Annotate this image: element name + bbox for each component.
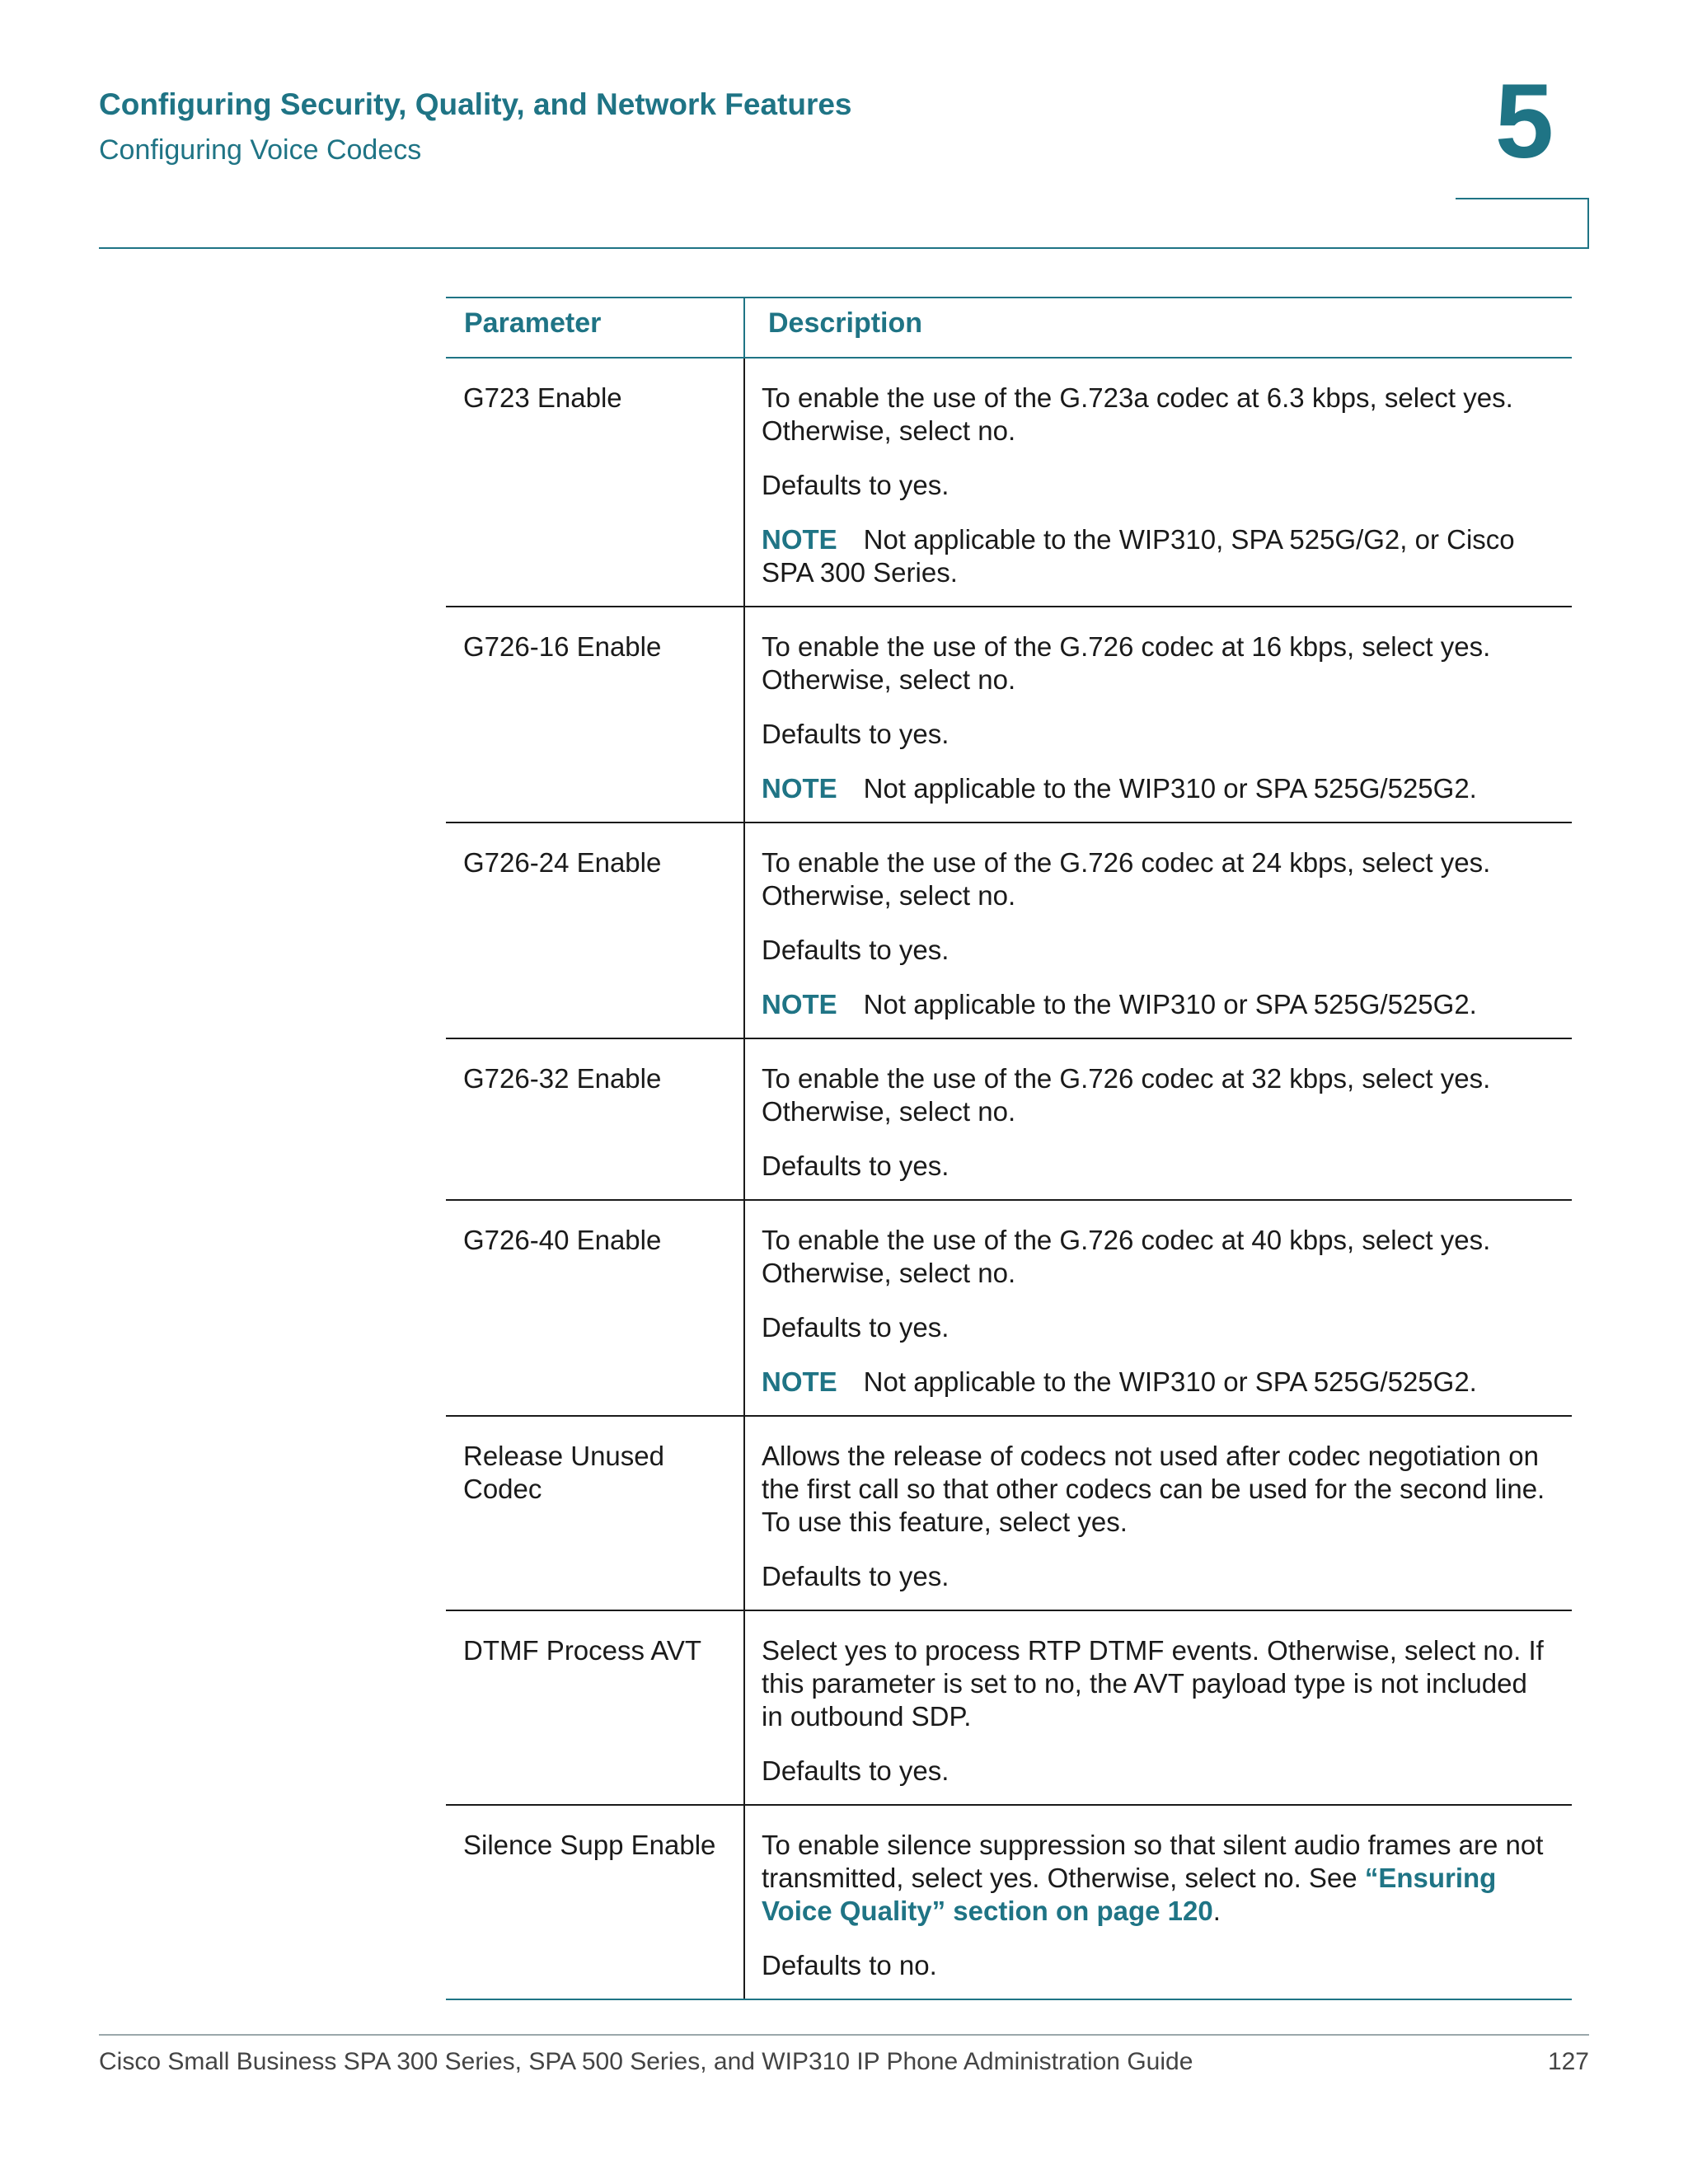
chapter-title: Configuring Security, Quality, and Network Features [99, 87, 852, 121]
footer-guide-title: Cisco Small Business SPA 300 Series, SPA 500 Series, and WIP310 IP Phone Administration Guide [99, 2048, 1193, 2075]
cross-reference-link[interactable]: “Ensuring Voice Quality” section on page 120 [762, 1863, 1497, 1926]
default-text: Defaults to yes. [762, 1561, 950, 1591]
parameter-table [446, 297, 1572, 2000]
table-row [446, 823, 1572, 1038]
description-text: Select yes to process RTP DTMF events. Otherwise, select no. If this parameter is set to no, the AVT payload type is not included in outbound SDP. [762, 1635, 1544, 1732]
default-text: Defaults to yes. [762, 1312, 950, 1343]
table-row [446, 1805, 1572, 1999]
table-row [446, 1038, 1572, 1200]
header-divider [99, 247, 1589, 249]
table-row [446, 1610, 1572, 1805]
note-label: NOTE [762, 524, 837, 555]
note-label: NOTE [762, 773, 837, 804]
column-header-description: Description [744, 298, 1572, 358]
note [762, 988, 1555, 1021]
parameter-description [744, 823, 1572, 1038]
table-row [446, 1416, 1572, 1610]
parameter-description [744, 358, 1572, 607]
parameter-description [744, 1610, 1572, 1805]
description-lead: To enable silence suppression so that silent audio frames are not transmitted, select yes. Otherwise, select no. See [762, 1830, 1544, 1893]
note [762, 523, 1555, 589]
section-title: Configuring Voice Codecs [99, 134, 422, 166]
default-text: Defaults to yes. [762, 935, 950, 965]
note-label: NOTE [762, 1366, 837, 1397]
parameter-name: DTMF Process AVT [446, 1610, 744, 1805]
note-text: Not applicable to the WIP310 or SPA 525G/525G2. [863, 1366, 1477, 1397]
default-text: Defaults to yes. [762, 1151, 950, 1181]
description-text: To enable the use of the G.723a codec at 6.3 kbps, select yes. Otherwise, select no. [762, 382, 1513, 446]
page-number: 127 [1547, 2048, 1589, 2075]
parameter-name: G726-16 Enable [446, 607, 744, 823]
note-label: NOTE [762, 989, 837, 1019]
chapter-tab-outline [1456, 198, 1589, 249]
column-header-parameter: Parameter [446, 298, 744, 358]
parameter-description [744, 1038, 1572, 1200]
parameter-name: Release Unused Codec [446, 1416, 744, 1610]
description-text: To enable the use of the G.726 codec at 32 kbps, select yes. Otherwise, select no. [762, 1063, 1491, 1127]
parameter-name: G723 Enable [446, 358, 744, 607]
note [762, 1366, 1555, 1399]
note-text: Not applicable to the WIP310, SPA 525G/G2, or Cisco SPA 300 Series. [762, 524, 1515, 588]
parameter-description [744, 1200, 1572, 1416]
chapter-number: 5 [1494, 63, 1554, 180]
note-text: Not applicable to the WIP310 or SPA 525G/525G2. [863, 773, 1477, 804]
table-header-row [446, 298, 1572, 358]
description-text: To enable the use of the G.726 codec at 24 kbps, select yes. Otherwise, select no. [762, 847, 1491, 911]
link-suffix: . [1212, 1896, 1221, 1926]
parameter-description [744, 1805, 1572, 1999]
parameter-name: G726-24 Enable [446, 823, 744, 1038]
note [762, 772, 1555, 805]
parameter-name: G726-40 Enable [446, 1200, 744, 1416]
note-text: Not applicable to the WIP310 or SPA 525G/525G2. [863, 989, 1477, 1019]
parameter-description [744, 1416, 1572, 1610]
parameter-name: Silence Supp Enable [446, 1805, 744, 1999]
description-text: To enable the use of the G.726 codec at 16 kbps, select yes. Otherwise, select no. [762, 631, 1491, 695]
table-row [446, 607, 1572, 823]
description-text: To enable the use of the G.726 codec at 40 kbps, select yes. Otherwise, select no. [762, 1225, 1491, 1288]
table-row [446, 1200, 1572, 1416]
default-text: Defaults to yes. [762, 719, 950, 749]
parameter-description [744, 607, 1572, 823]
default-text: Defaults to yes. [762, 1755, 950, 1786]
default-text: Defaults to no. [762, 1950, 937, 1980]
description-text: Allows the release of codecs not used after codec negotiation on the first call so that other codecs can be used for the second line. To use this feature, select yes. [762, 1441, 1545, 1537]
parameter-name: G726-32 Enable [446, 1038, 744, 1200]
description-text [762, 1829, 1555, 1928]
footer-divider [99, 2034, 1589, 2036]
table-row [446, 358, 1572, 607]
default-text: Defaults to yes. [762, 470, 950, 500]
